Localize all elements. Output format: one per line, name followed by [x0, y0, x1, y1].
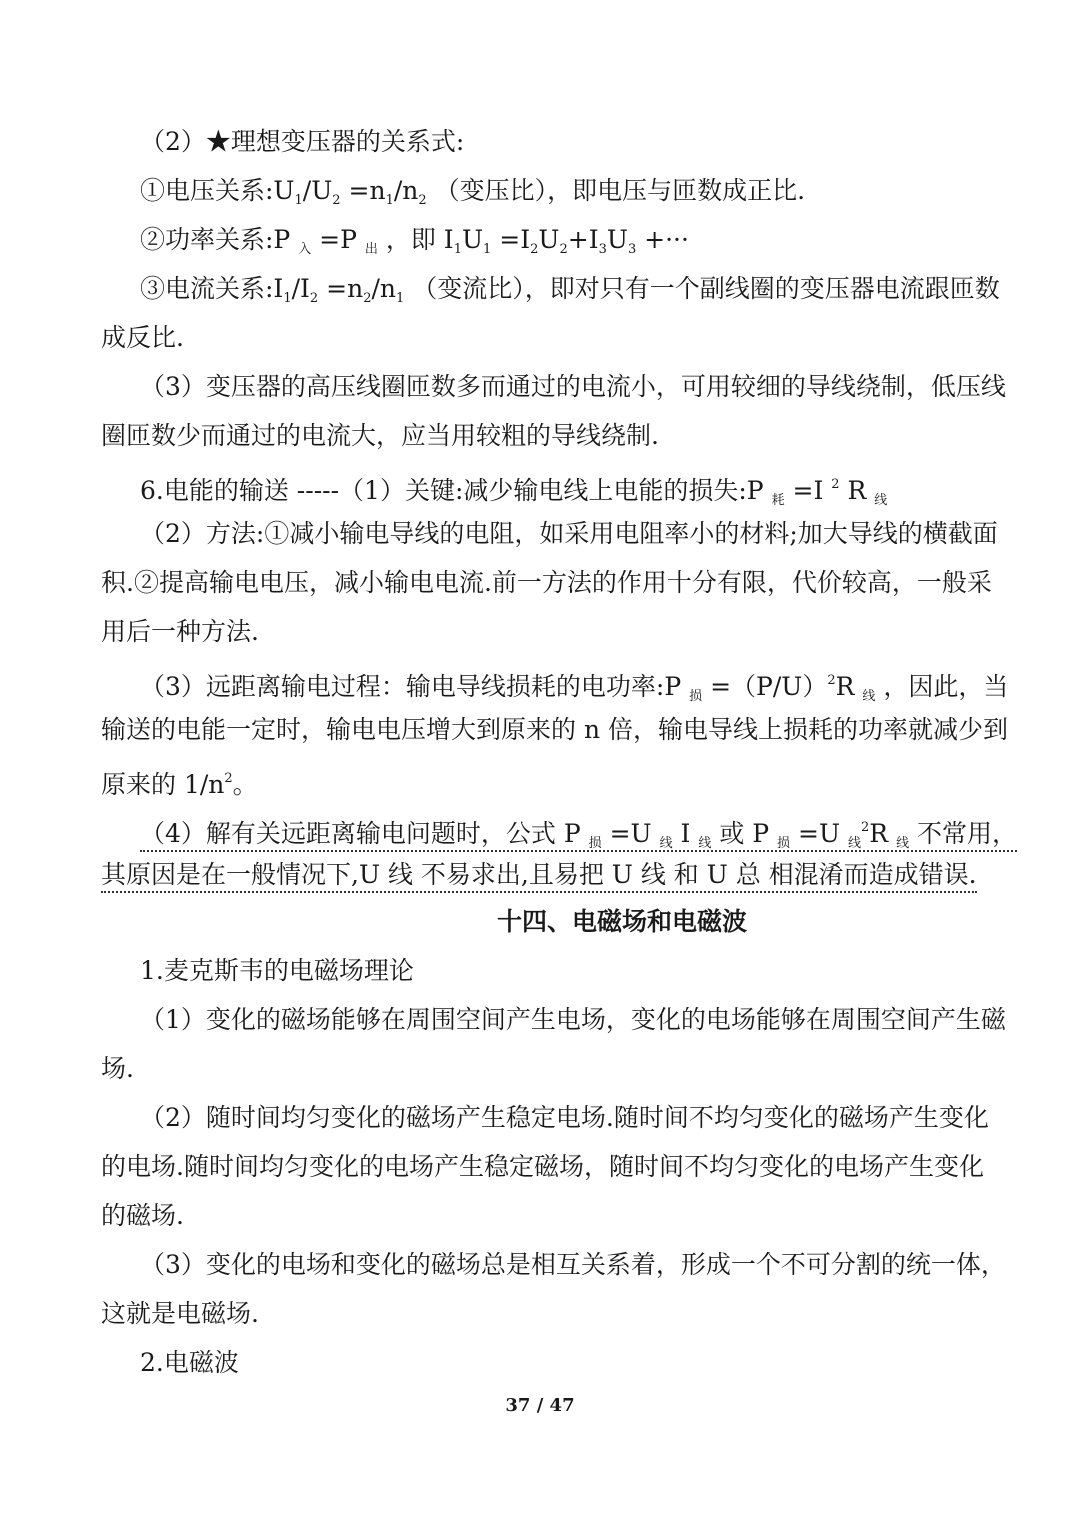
text-line: 场.: [101, 1054, 134, 1083]
text-line: （3）变化的电场和变化的磁场总是相互关系着，形成一个不可分割的统一体，: [140, 1250, 1006, 1279]
text-line: （2）★理想变压器的关系式:: [140, 127, 465, 156]
text-line: ③电流关系$:I_1/I_2 =n_2/n_1$ （变流比），即对只有一个副线圈的变压器电流跟匝数: [140, 274, 1000, 306]
section-heading: 十四、电磁场和电磁波: [496, 907, 747, 936]
text-line: 其原因是在一般情况下,U 线 不易求出,且易把 U 线 和 U 总 相混淆而造成错误.: [101, 857, 981, 893]
text-line: 成反比.: [101, 323, 184, 352]
page-number: 37 / 47: [505, 1395, 575, 1416]
text-line: 的电场.随时间均匀变化的电场产生稳定磁场，随时间不均匀变化的电场产生变化: [101, 1152, 984, 1181]
text-line: 1.麦克斯韦的电磁场理论: [140, 956, 414, 985]
text-line: 用后一种方法.: [101, 617, 259, 646]
text-line: （1）变化的磁场能够在周围空间产生电场，变化的电场能够在周围空间产生磁: [140, 1005, 1006, 1034]
text-line: 积.②提高输电电压，减小输电电流.前一方法的作用十分有限，代价较高，一般采: [101, 568, 992, 597]
text-line: 的磁场.: [101, 1201, 184, 1230]
text-line: （2）随时间均匀变化的磁场产生稳定电场.随时间不均匀变化的磁场产生变化: [140, 1103, 989, 1132]
text-line: （2）方法:①减小输电导线的电阻，如采用电阻率小的材料;加大导线的横截面: [140, 519, 998, 548]
text-line: （4）解有关远距离输电问题时，公式 P $_损$ =U $_线$ I $_线$ 或 P $_损$ =U $_线^2$R $_线$ 不常用，: [140, 819, 1018, 851]
text-line: 2.电磁波: [140, 1348, 239, 1377]
text-line: 6.电能的输送 -----（1）关键:减少输电线上电能的损失:P $_耗$ =I $^2$ R $_线$: [140, 476, 888, 508]
text-line: （3）远距离输电过程：输电导线损耗的电功率:P $_损 =(P/U)^2R$ $_线$ ，因此，当: [140, 672, 1009, 704]
text-line: （3）变压器的高压线圈匝数多而通过的电流小，可用较细的导线绕制，低压线: [140, 372, 1006, 401]
text-line: 输送的电能一定时，输电电压增大到原来的 n 倍，输电导线上损耗的功率就减少到: [101, 715, 1008, 744]
text-line: 圈匝数少而通过的电流大，应当用较粗的导线绕制.: [101, 421, 659, 450]
text-line: 这就是电磁场.: [101, 1299, 259, 1328]
text-line: ①电压关系$:U_1/U_2 =n_1/n_2$ （变压比），即电压与匝数成正比.: [140, 176, 806, 208]
text-line: ②功率关系:P $_入$ =P $_出$ ，即 $I_1U_1 =I_2U_2+I_3U_3$ +···: [140, 225, 689, 257]
text-line: 原来的 $1/n^2$。: [101, 770, 258, 799]
